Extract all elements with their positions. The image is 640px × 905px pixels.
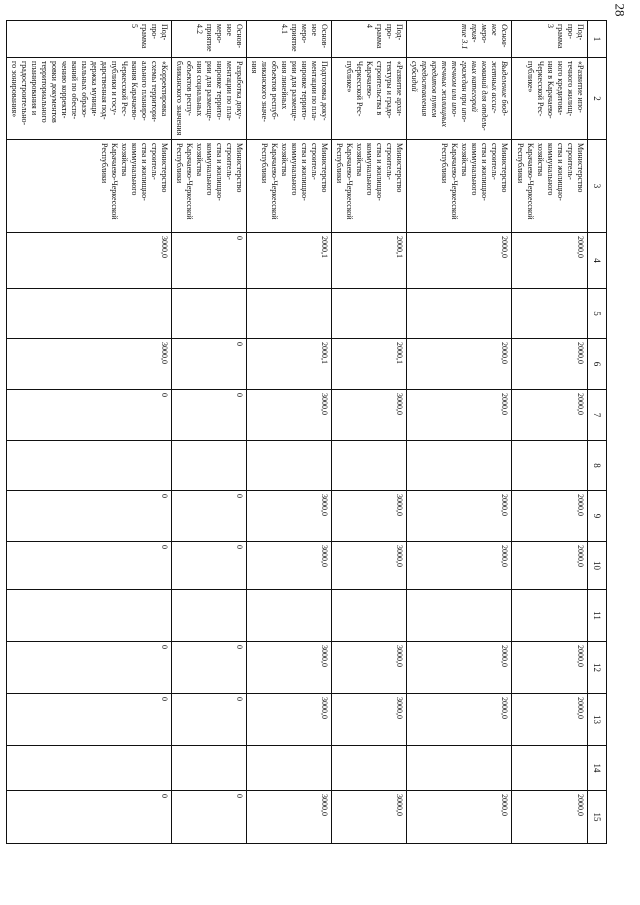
value-cell: 3000,0 (332, 542, 407, 590)
column-header: 15 (588, 791, 607, 844)
executor-cell: Министерство строитель- ства и жилищно- коммунального хозяйства Карачаево-Черкесской Республики (512, 140, 588, 233)
value-cell: 3000,0 (247, 542, 332, 590)
value-cell: 3000,0 (247, 642, 332, 694)
column-header: 10 (588, 542, 607, 590)
value-cell: 2000,0 (407, 542, 512, 590)
column-header: 11 (588, 590, 607, 642)
value-cell: 0 (172, 694, 247, 746)
value-cell: 0 (7, 491, 172, 542)
program-name-cell: Выделение бюд- жетных ассиг- нований для отдель- ных категорий граждан при ипо- течном или ипо- течных жилищных кредитов путем предоставления субсидий (407, 58, 512, 140)
column-header: 8 (588, 441, 607, 491)
value-cell (172, 441, 247, 491)
column-header: 6 (588, 339, 607, 390)
value-cell (332, 590, 407, 642)
program-code-cell: Под- про- грамма 3 (512, 21, 588, 58)
value-cell: 3000,0 (7, 233, 172, 289)
value-cell: 2000,0 (407, 339, 512, 390)
value-cell: 2000,1 (247, 233, 332, 289)
value-cell: 3000,0 (332, 491, 407, 542)
program-name-cell: Разработка доку- ментации по пла- нировке террито- рии для размеще- ния социальных объектов респу- бликанского значения (172, 58, 247, 140)
value-cell: 2000,0 (407, 642, 512, 694)
value-cell: 0 (172, 791, 247, 844)
program-code-cell: Основ- ное меро- приятие 4.2 (172, 21, 247, 58)
value-cell (332, 746, 407, 791)
value-cell (7, 441, 172, 491)
value-cell (407, 746, 512, 791)
table-row (512, 21, 588, 844)
value-cell (512, 746, 588, 791)
value-cell: 2000,0 (407, 491, 512, 542)
column-header: 9 (588, 491, 607, 542)
value-cell: 3000,0 (332, 642, 407, 694)
value-cell (7, 746, 172, 791)
program-code-cell: Основ- ное меро- приятие 4.1 (247, 21, 332, 58)
value-cell (7, 289, 172, 339)
value-cell: 2000,1 (332, 233, 407, 289)
value-cell: 0 (7, 390, 172, 441)
page-number: 28 (612, 3, 627, 17)
program-code-cell: Под- про- грамма 4 (332, 21, 407, 58)
value-cell: 2000,0 (512, 233, 588, 289)
value-cell (247, 590, 332, 642)
value-cell: 0 (7, 791, 172, 844)
value-cell (247, 746, 332, 791)
value-cell: 0 (7, 642, 172, 694)
column-header: 3 (588, 140, 607, 233)
value-cell: 0 (7, 542, 172, 590)
table-row (7, 21, 172, 844)
executor-cell: Министерство строитель- ства и жилищно- коммунального хозяйства Карачаево-Черкесской Республики (247, 140, 332, 233)
table-row (172, 21, 247, 844)
value-cell: 0 (172, 339, 247, 390)
value-cell: 2000,0 (512, 390, 588, 441)
value-cell: 2000,1 (247, 339, 332, 390)
value-cell (512, 441, 588, 491)
value-cell: 0 (172, 233, 247, 289)
value-cell (332, 441, 407, 491)
executor-cell: Министерство строитель- ства и жилищно- коммунального хозяйства Карачаево-Черкесской Республики (407, 140, 512, 233)
value-cell: 3000,0 (247, 491, 332, 542)
table-row (407, 21, 512, 844)
table-row (247, 21, 332, 844)
column-header: 12 (588, 642, 607, 694)
column-header: 14 (588, 746, 607, 791)
value-cell: 2000,0 (512, 694, 588, 746)
value-cell (247, 289, 332, 339)
value-cell: 2000,0 (512, 491, 588, 542)
value-cell: 2000,0 (512, 642, 588, 694)
column-header: 13 (588, 694, 607, 746)
value-cell: 3000,0 (247, 390, 332, 441)
value-cell: 3000,0 (332, 390, 407, 441)
value-cell (512, 289, 588, 339)
column-header: 1 (588, 21, 607, 58)
executor-cell: Министерство строитель- ства и жилищно- коммунального хозяйства Карачаево-Черкесской Республики (172, 140, 247, 233)
value-cell (407, 590, 512, 642)
column-header: 7 (588, 390, 607, 441)
value-cell (247, 441, 332, 491)
header-row (588, 21, 607, 844)
column-header: 4 (588, 233, 607, 289)
value-cell: 0 (172, 390, 247, 441)
value-cell (7, 590, 172, 642)
value-cell (407, 441, 512, 491)
program-name-cell: Подготовка доку- ментации по пла- нировке террито- рии для размеще- ния линейных объектов респуб- ликанского значе- ния (247, 58, 332, 140)
value-cell: 2000,1 (332, 339, 407, 390)
value-cell: 3000,0 (247, 694, 332, 746)
value-cell: 2000,0 (407, 233, 512, 289)
value-cell (172, 289, 247, 339)
executor-cell: Министерство строитель- ства и жилищно- коммунального хозяйства Карачаево-Черкесской Республики (332, 140, 407, 233)
value-cell: 2000,0 (512, 542, 588, 590)
program-name-cell: «Корректировка схемы территори- ального планиро- вания Карачаево- Черкесской Рес- публики и госу- дарственная под- держка муници- пальных образо- ваний по обеспе- чению корректи- ровки документов территориального планирования и градостроительно- го зонирования» (7, 58, 172, 140)
value-cell: 0 (172, 491, 247, 542)
value-cell: 2000,0 (407, 791, 512, 844)
budget-table (6, 20, 607, 844)
value-cell (512, 590, 588, 642)
column-header: 2 (588, 58, 607, 140)
value-cell: 2000,0 (407, 694, 512, 746)
value-cell: 3000,0 (7, 339, 172, 390)
value-cell (332, 289, 407, 339)
program-name-cell: «Развитие архи- тектуры и градо- строительства в Карачаево- Черкесской Рес- публике» (332, 58, 407, 140)
value-cell: 0 (172, 542, 247, 590)
bottom-margin (56, 843, 607, 853)
value-cell: 3000,0 (332, 694, 407, 746)
program-code-cell: Под- про- грамма 5 (7, 21, 172, 58)
program-code-cell: Основ- ное меро- прия- тие 3.1 (407, 21, 512, 58)
table-row (332, 21, 407, 844)
value-cell (172, 590, 247, 642)
value-cell (407, 289, 512, 339)
value-cell: 2000,0 (407, 390, 512, 441)
value-cell (172, 746, 247, 791)
column-header: 5 (588, 289, 607, 339)
value-cell: 2000,0 (512, 339, 588, 390)
document-sheet (10, 20, 607, 843)
rotated-table-container (10, 20, 607, 843)
executor-cell: Министерство строитель- ства и жилищно- коммунального хозяйства Карачаево-Черкесской Республики (7, 140, 172, 233)
value-cell: 0 (7, 694, 172, 746)
value-cell: 2000,0 (512, 791, 588, 844)
program-name-cell: «Развитие ипо- течного жилищ- ного кредитова- ния в Карачаево- Черкесской Рес- публике» (512, 58, 588, 140)
value-cell: 0 (172, 642, 247, 694)
value-cell: 3000,0 (332, 791, 407, 844)
value-cell: 3000,0 (247, 791, 332, 844)
